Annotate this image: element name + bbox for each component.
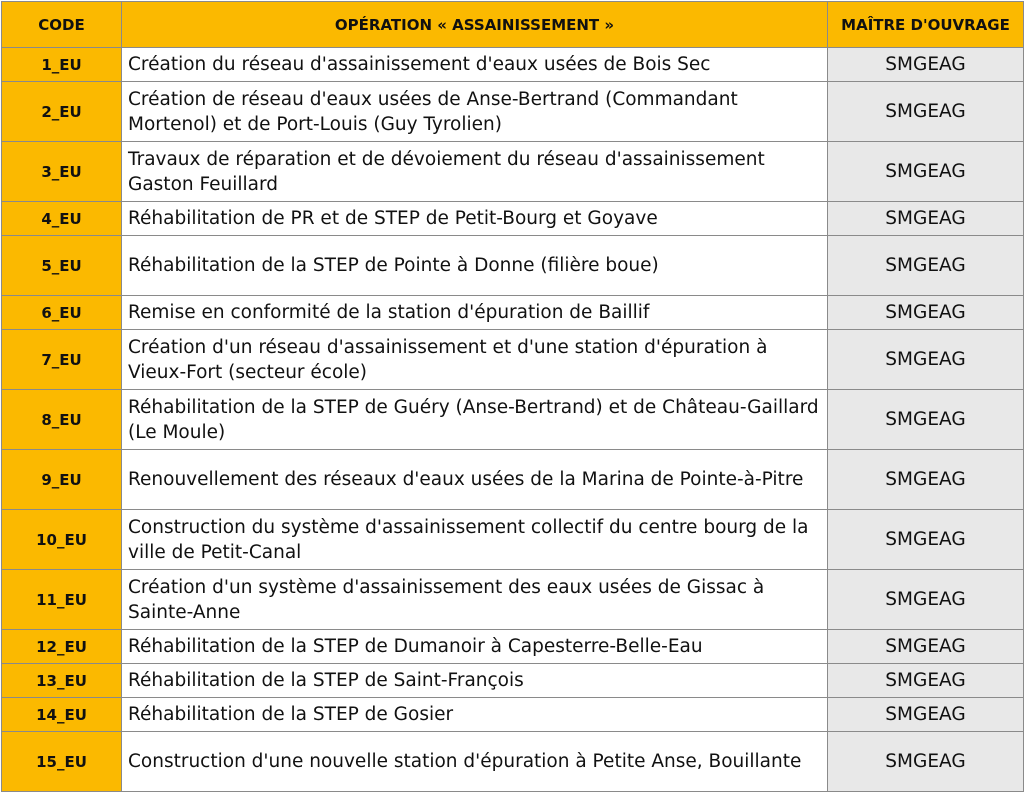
row-operation: Réhabilitation de la STEP de Gosier [122, 698, 828, 732]
row-operation: Renouvellement des réseaux d'eaux usées de la Marina de Pointe-à-Pitre [122, 450, 828, 510]
table-row [2, 510, 1024, 570]
table-row [2, 390, 1024, 450]
header-maitre-ouvrage: MAÎTRE D'OUVRAGE [828, 2, 1024, 48]
row-code: 15_EU [2, 732, 122, 792]
row-maitre-ouvrage: SMGEAG [828, 510, 1024, 570]
row-code: 11_EU [2, 570, 122, 630]
row-maitre-ouvrage: SMGEAG [828, 570, 1024, 630]
table-header-row [2, 2, 1024, 48]
row-maitre-ouvrage: SMGEAG [828, 698, 1024, 732]
row-operation: Réhabilitation de PR et de STEP de Petit-Bourg et Goyave [122, 202, 828, 236]
row-code: 3_EU [2, 142, 122, 202]
table-row [2, 48, 1024, 82]
row-maitre-ouvrage: SMGEAG [828, 732, 1024, 792]
row-code: 1_EU [2, 48, 122, 82]
row-operation: Réhabilitation de la STEP de Dumanoir à Capesterre-Belle-Eau [122, 630, 828, 664]
row-operation: Création d'un système d'assainissement des eaux usées de Gissac à Sainte-Anne [122, 570, 828, 630]
row-maitre-ouvrage: SMGEAG [828, 296, 1024, 330]
table-row [2, 236, 1024, 296]
row-code: 2_EU [2, 82, 122, 142]
row-code: 13_EU [2, 664, 122, 698]
row-operation: Réhabilitation de la STEP de Guéry (Anse-Bertrand) et de Château-Gaillard (Le Moule) [122, 390, 828, 450]
row-operation: Création d'un réseau d'assainissement et d'une station d'épuration à Vieux-Fort (secteur école) [122, 330, 828, 390]
table-row [2, 630, 1024, 664]
row-code: 14_EU [2, 698, 122, 732]
row-code: 12_EU [2, 630, 122, 664]
row-maitre-ouvrage: SMGEAG [828, 48, 1024, 82]
table-row [2, 296, 1024, 330]
row-maitre-ouvrage: SMGEAG [828, 664, 1024, 698]
row-code: 9_EU [2, 450, 122, 510]
row-maitre-ouvrage: SMGEAG [828, 630, 1024, 664]
row-maitre-ouvrage: SMGEAG [828, 142, 1024, 202]
table-row [2, 664, 1024, 698]
table-row [2, 202, 1024, 236]
row-operation: Création du réseau d'assainissement d'eaux usées de Bois Sec [122, 48, 828, 82]
table-row [2, 82, 1024, 142]
row-operation: Construction du système d'assainissement collectif du centre bourg de la ville de Petit-Canal [122, 510, 828, 570]
operations-table [1, 1, 1024, 792]
row-operation: Construction d'une nouvelle station d'épuration à Petite Anse, Bouillante [122, 732, 828, 792]
row-code: 6_EU [2, 296, 122, 330]
row-maitre-ouvrage: SMGEAG [828, 390, 1024, 450]
header-operation: OPÉRATION « ASSAINISSEMENT » [122, 2, 828, 48]
row-operation: Réhabilitation de la STEP de Pointe à Donne (filière boue) [122, 236, 828, 296]
row-operation: Création de réseau d'eaux usées de Anse-Bertrand (Commandant Mortenol) et de Port-Louis (Guy Tyrolien) [122, 82, 828, 142]
table-row [2, 570, 1024, 630]
header-code: CODE [2, 2, 122, 48]
table-row [2, 732, 1024, 792]
row-code: 4_EU [2, 202, 122, 236]
row-maitre-ouvrage: SMGEAG [828, 330, 1024, 390]
row-maitre-ouvrage: SMGEAG [828, 82, 1024, 142]
table-row [2, 330, 1024, 390]
row-maitre-ouvrage: SMGEAG [828, 202, 1024, 236]
row-maitre-ouvrage: SMGEAG [828, 236, 1024, 296]
table-row [2, 142, 1024, 202]
row-operation: Réhabilitation de la STEP de Saint-François [122, 664, 828, 698]
row-code: 7_EU [2, 330, 122, 390]
table-row [2, 450, 1024, 510]
row-code: 5_EU [2, 236, 122, 296]
row-maitre-ouvrage: SMGEAG [828, 450, 1024, 510]
row-code: 10_EU [2, 510, 122, 570]
row-code: 8_EU [2, 390, 122, 450]
row-operation: Travaux de réparation et de dévoiement du réseau d'assainissement Gaston Feuillard [122, 142, 828, 202]
row-operation: Remise en conformité de la station d'épuration de Baillif [122, 296, 828, 330]
table-row [2, 698, 1024, 732]
